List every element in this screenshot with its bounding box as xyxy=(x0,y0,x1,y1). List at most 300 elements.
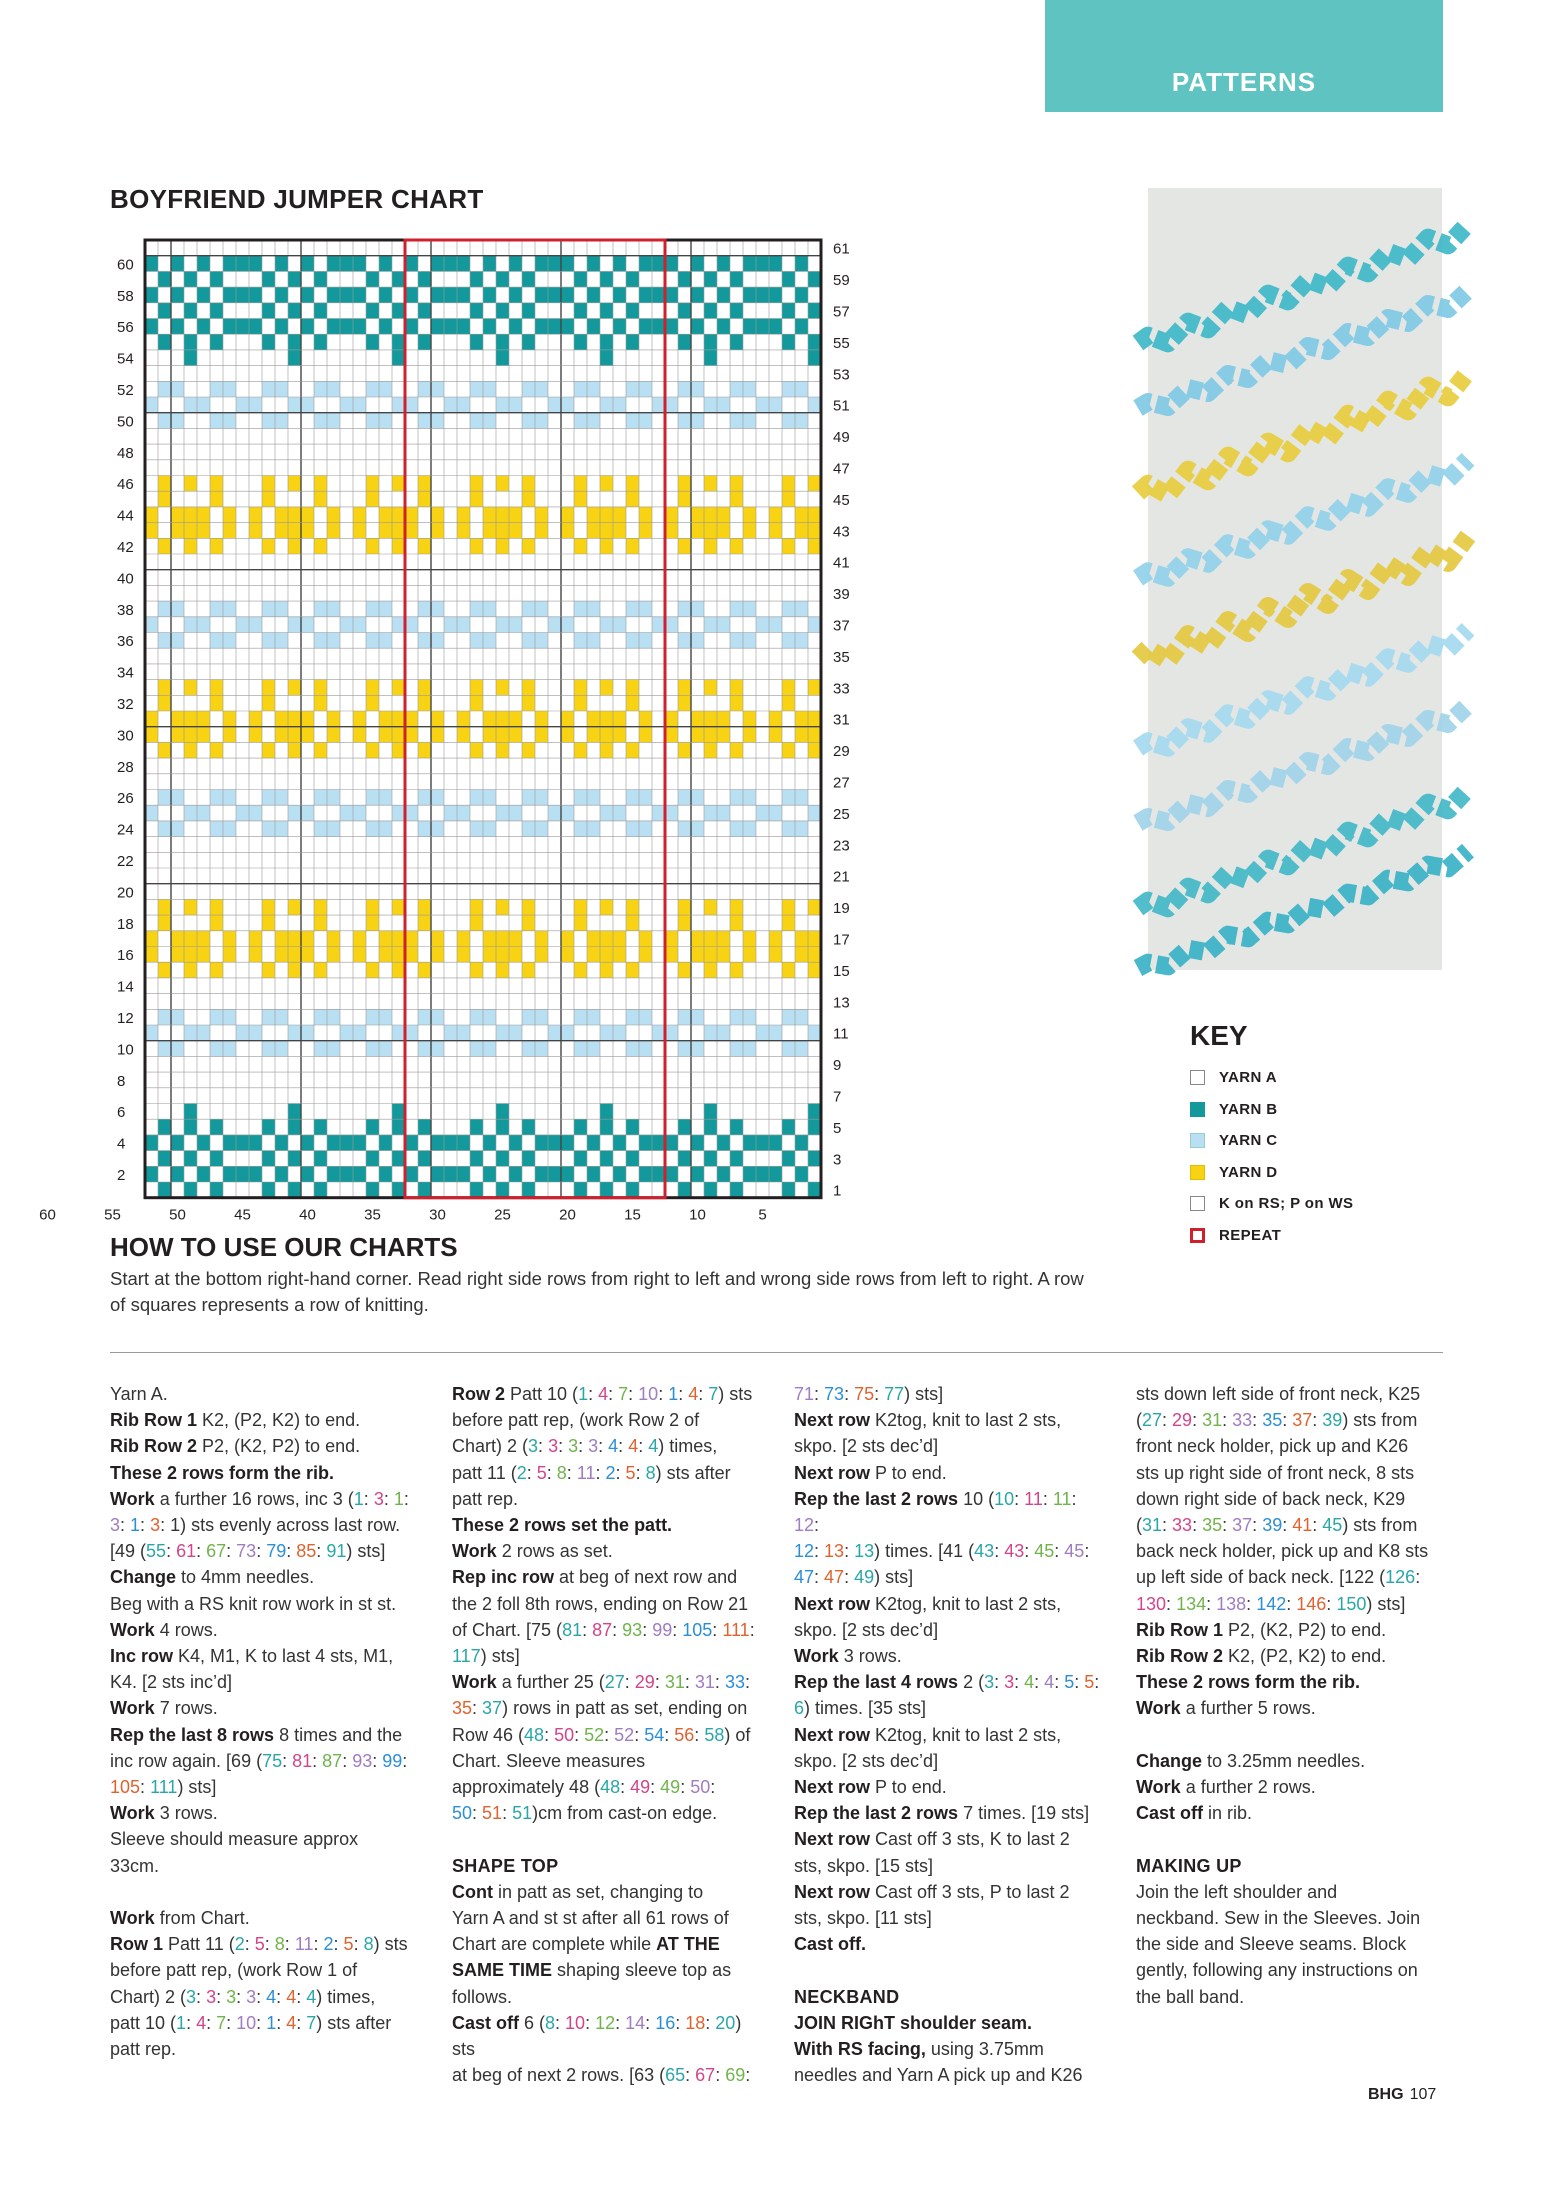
chart-cell xyxy=(470,271,483,287)
chart-cell xyxy=(379,1135,392,1151)
chart-cell xyxy=(639,633,652,649)
chart-cell xyxy=(366,821,379,837)
chart-cell xyxy=(782,413,795,429)
chart-cell xyxy=(288,334,301,350)
chart-cell xyxy=(717,1025,730,1041)
row-number-left: 52 xyxy=(117,382,134,399)
chart-cell xyxy=(249,1166,262,1182)
chart-cell xyxy=(145,947,158,963)
chart-cell xyxy=(171,256,184,272)
row-number-right: 29 xyxy=(833,743,850,761)
chart-cell xyxy=(223,1041,236,1057)
chart-cell xyxy=(457,1025,470,1041)
chart-cell xyxy=(249,319,262,335)
chart-cell xyxy=(470,1119,483,1135)
chart-cell xyxy=(366,491,379,507)
chart-cell xyxy=(405,1135,418,1151)
chart-cell xyxy=(756,397,769,413)
chart-cell xyxy=(158,899,171,915)
chart-cell xyxy=(392,742,405,758)
chart-cell xyxy=(613,711,626,727)
chart-cell xyxy=(145,319,158,335)
chart-cell xyxy=(340,1135,353,1151)
chart-cell xyxy=(470,491,483,507)
chart-cell xyxy=(184,350,197,366)
folio-brand: BHG xyxy=(1368,2086,1404,2103)
chart-cell xyxy=(483,1135,496,1151)
chart-cell xyxy=(379,256,392,272)
chart-cell xyxy=(418,821,431,837)
chart-cell xyxy=(288,680,301,696)
chart-cell xyxy=(327,601,340,617)
chart-cell xyxy=(717,947,730,963)
chart-cell xyxy=(808,334,821,350)
chart-cell xyxy=(236,1025,249,1041)
chart-cell xyxy=(379,507,392,523)
chart-cell xyxy=(600,899,613,915)
chart-cell xyxy=(171,319,184,335)
chart-cell xyxy=(704,711,717,727)
chart-cell xyxy=(431,319,444,335)
chart-cell xyxy=(548,287,561,303)
chart-cell xyxy=(184,1151,197,1167)
chart-cell xyxy=(678,899,691,915)
chart-cell xyxy=(756,1166,769,1182)
chart-cell xyxy=(483,1009,496,1025)
row-number-left: 12 xyxy=(117,1010,134,1027)
chart-cell xyxy=(743,1041,756,1057)
chart-cell xyxy=(600,538,613,554)
row-number-left: 26 xyxy=(117,790,134,808)
chart-cell xyxy=(496,476,509,492)
chart-cell xyxy=(470,790,483,806)
chart-cell xyxy=(314,491,327,507)
chart-cell xyxy=(379,523,392,539)
chart-cell xyxy=(249,617,262,633)
chart-cell xyxy=(782,334,795,350)
chart-cell xyxy=(340,617,353,633)
chart-cell xyxy=(600,947,613,963)
chart-cell xyxy=(678,303,691,319)
chart-cell xyxy=(548,397,561,413)
chart-cell xyxy=(626,413,639,429)
chart-cell xyxy=(509,507,522,523)
chart-cell xyxy=(184,397,197,413)
chart-cell xyxy=(171,601,184,617)
chart-cell xyxy=(145,711,158,727)
chart-cell xyxy=(561,523,574,539)
chart-cell xyxy=(678,381,691,397)
chart-cell xyxy=(288,507,301,523)
chart-cell xyxy=(262,334,275,350)
chart-cell xyxy=(327,633,340,649)
chart-cell xyxy=(704,727,717,743)
chart-cell xyxy=(691,1041,704,1057)
chart-cell xyxy=(743,601,756,617)
chart-cell xyxy=(223,727,236,743)
chart-cell xyxy=(613,727,626,743)
chart-cell xyxy=(613,397,626,413)
chart-cell xyxy=(509,256,522,272)
chart-cell xyxy=(626,680,639,696)
chart-cell xyxy=(353,1135,366,1151)
row-number-left: 46 xyxy=(117,476,134,494)
chart-cell xyxy=(522,303,535,319)
chart-cell xyxy=(795,931,808,947)
chart-cell xyxy=(457,1135,470,1151)
chart-cell xyxy=(587,1166,600,1182)
chart-cell xyxy=(457,256,470,272)
chart-cell xyxy=(600,476,613,492)
chart-cell xyxy=(145,617,158,633)
chart-cell xyxy=(704,271,717,287)
chart-cell xyxy=(223,790,236,806)
chart-cell xyxy=(574,381,587,397)
chart-cell xyxy=(730,1009,743,1025)
chart-cell xyxy=(691,507,704,523)
chart-cell xyxy=(717,507,730,523)
chart-cell xyxy=(353,617,366,633)
chart-cell xyxy=(379,711,392,727)
chart-cell xyxy=(301,319,314,335)
chart-cell xyxy=(171,507,184,523)
chart-cell xyxy=(704,476,717,492)
chart-cell xyxy=(171,947,184,963)
chart-cell xyxy=(704,334,717,350)
chart-cell xyxy=(158,1041,171,1057)
chart-cell xyxy=(405,1025,418,1041)
chart-cell xyxy=(158,695,171,711)
page-number: 107 xyxy=(1409,2086,1437,2103)
chart-cell xyxy=(561,711,574,727)
chart-cell xyxy=(158,1119,171,1135)
chart-cell xyxy=(639,947,652,963)
chart-cell xyxy=(808,1182,821,1198)
chart-cell xyxy=(405,727,418,743)
chart-cell xyxy=(314,1119,327,1135)
chart-cell xyxy=(314,1151,327,1167)
chart-cell xyxy=(444,1135,457,1151)
chart-cell xyxy=(496,680,509,696)
chart-cell xyxy=(730,1151,743,1167)
chart-cell xyxy=(704,523,717,539)
chart-cell xyxy=(743,256,756,272)
row-number-left: 32 xyxy=(117,696,134,713)
chart-cell xyxy=(210,695,223,711)
knit-swatch xyxy=(1190,1196,1205,1211)
chart-cell xyxy=(275,790,288,806)
chart-cell xyxy=(600,962,613,978)
chart-cell xyxy=(145,507,158,523)
chart-cell xyxy=(470,476,483,492)
repeat-swatch xyxy=(1190,1228,1205,1243)
chart-cell xyxy=(379,1009,392,1025)
chart-cell xyxy=(288,931,301,947)
chart-cell xyxy=(431,1135,444,1151)
chart-cell xyxy=(353,947,366,963)
chart-cell xyxy=(808,397,821,413)
chart-cell xyxy=(483,1166,496,1182)
chart-cell xyxy=(262,1119,275,1135)
row-number-left: 16 xyxy=(117,947,134,965)
chart-title: BOYFRIEND JUMPER CHART xyxy=(110,184,484,214)
chart-cell xyxy=(704,617,717,633)
chart-cell xyxy=(639,711,652,727)
chart-cell xyxy=(496,397,509,413)
row-number-left: 42 xyxy=(117,539,134,556)
chart-cell xyxy=(522,695,535,711)
chart-cell xyxy=(470,601,483,617)
chart-cell xyxy=(288,476,301,492)
chart-cell xyxy=(158,915,171,931)
chart-cell xyxy=(704,538,717,554)
chart-cell xyxy=(795,381,808,397)
chart-cell xyxy=(197,617,210,633)
chart-cell xyxy=(535,256,548,272)
chart-cell xyxy=(236,805,249,821)
chart-cell xyxy=(301,711,314,727)
chart-cell xyxy=(262,821,275,837)
chart-cell xyxy=(288,397,301,413)
chart-cell xyxy=(561,727,574,743)
chart-cell xyxy=(158,413,171,429)
chart-cell xyxy=(678,491,691,507)
page-folio xyxy=(1368,2086,1436,2104)
chart-cell xyxy=(600,1151,613,1167)
chart-cell xyxy=(249,397,262,413)
chart-cell xyxy=(808,476,821,492)
chart-cell xyxy=(418,476,431,492)
column-number: 50 xyxy=(169,1206,186,1224)
chart-cell xyxy=(197,507,210,523)
chart-cell xyxy=(171,931,184,947)
chart-cell xyxy=(457,931,470,947)
chart-cell xyxy=(470,1182,483,1198)
chart-cell xyxy=(197,1166,210,1182)
chart-cell xyxy=(158,1151,171,1167)
chart-cell xyxy=(522,790,535,806)
chart-cell xyxy=(496,271,509,287)
chart-cell xyxy=(574,790,587,806)
chart-cell xyxy=(483,711,496,727)
chart-cell xyxy=(535,1135,548,1151)
chart-cell xyxy=(236,1166,249,1182)
chart-cell xyxy=(652,287,665,303)
chart-cell xyxy=(769,805,782,821)
row-number-right: 25 xyxy=(833,805,850,823)
chart-cell xyxy=(262,491,275,507)
chart-cell xyxy=(678,538,691,554)
chart-cell xyxy=(496,1104,509,1120)
row-number-right: 47 xyxy=(833,460,850,478)
chart-cell xyxy=(678,790,691,806)
chart-cell xyxy=(652,1025,665,1041)
chart-cell xyxy=(626,1182,639,1198)
chart-cell xyxy=(158,334,171,350)
chart-cell xyxy=(249,256,262,272)
chart-cell xyxy=(743,319,756,335)
chart-cell xyxy=(600,727,613,743)
chart-cell xyxy=(184,1182,197,1198)
chart-cell xyxy=(353,711,366,727)
chart-cell xyxy=(288,617,301,633)
chart-cell xyxy=(392,1151,405,1167)
chart-cell xyxy=(223,1135,236,1151)
chart-cell xyxy=(262,303,275,319)
row-number-right: 57 xyxy=(833,303,850,321)
chart-cell xyxy=(691,523,704,539)
chart-cell xyxy=(392,931,405,947)
chart-cell xyxy=(782,1182,795,1198)
chart-cell xyxy=(756,805,769,821)
chart-cell xyxy=(743,633,756,649)
row-number-right: 5 xyxy=(833,1119,842,1137)
chart-cell xyxy=(418,1041,431,1057)
chart-cell xyxy=(769,1135,782,1151)
chart-cell xyxy=(626,491,639,507)
chart-cell xyxy=(301,397,314,413)
chart-cell xyxy=(392,711,405,727)
chart-cell xyxy=(691,790,704,806)
chart-cell xyxy=(639,413,652,429)
key-item-repeat: REPEAT xyxy=(1190,1220,1353,1252)
chart-cell xyxy=(249,711,262,727)
chart-cell xyxy=(366,899,379,915)
chart-cell xyxy=(613,507,626,523)
chart-cell xyxy=(808,271,821,287)
section-divider xyxy=(110,1352,1443,1353)
chart-cell xyxy=(535,523,548,539)
chart-cell xyxy=(522,1151,535,1167)
chart-cell xyxy=(691,413,704,429)
chart-cell xyxy=(600,334,613,350)
chart-cell xyxy=(392,271,405,287)
chart-cell xyxy=(509,319,522,335)
key-item-yarn-b: YARN B xyxy=(1190,1094,1353,1126)
chart-cell xyxy=(184,962,197,978)
row-number-left: 40 xyxy=(117,570,134,588)
chart-cell xyxy=(431,633,444,649)
chart-cell xyxy=(795,1009,808,1025)
chart-cell xyxy=(197,1025,210,1041)
chart-cell xyxy=(756,287,769,303)
chart-cell xyxy=(262,601,275,617)
chart-cell xyxy=(626,538,639,554)
chart-cell xyxy=(782,601,795,617)
chart-cell xyxy=(392,523,405,539)
chart-cell xyxy=(275,931,288,947)
chart-cell xyxy=(327,1135,340,1151)
chart-cell xyxy=(184,1104,197,1120)
chart-cell xyxy=(431,381,444,397)
chart-cell xyxy=(639,931,652,947)
chart-cell xyxy=(769,727,782,743)
chart-cell xyxy=(184,727,197,743)
chart-cell xyxy=(574,1041,587,1057)
chart-cell xyxy=(327,1009,340,1025)
chart-cell xyxy=(730,413,743,429)
chart-cell xyxy=(678,680,691,696)
chart-cell xyxy=(691,601,704,617)
chart-cell xyxy=(691,319,704,335)
chart-cell xyxy=(197,287,210,303)
chart-cell xyxy=(158,601,171,617)
chart-cell xyxy=(223,1009,236,1025)
instructions-column-3: 71: 73: 75: 77) sts] Next row K2tog, knit to last 2 sts, skpo. [2 sts dec’d] Next row P to end. Rep the last 2 rows 10 (10: 11: 11: 12: 12: 13: 13) times. [41 (43: 43: 45: 45: 47: 47: 49) sts] Next row K2tog, knit to last 2 sts, skpo. [2 sts dec’d] Work 3 rows. Rep the last 4 rows 2 (3: 3: 4: 4: 5: 5: 6) times. [35 sts] Next row K2tog, knit to last 2 sts, skpo. [2 sts dec’d] Next row P to end. Rep the last 2 rows 7 times. [19 sts] Next row Cast off 3 sts, K to last 2 sts, skpo. [15 sts] Next row Cast off 3 sts, P to last 2 sts, skpo. [11 sts] Cast off. NECKBAND JOIN RIGhT shoulder seam. With RS facing, using 3.75mm needles and Yarn A pick up and K26 xyxy=(794,1384,1100,2086)
row-number-right: 21 xyxy=(833,868,850,886)
chart-cell xyxy=(587,790,600,806)
chart-cell xyxy=(730,633,743,649)
chart-cell xyxy=(730,899,743,915)
chart-cell xyxy=(535,711,548,727)
chart-cell xyxy=(418,742,431,758)
chart-cell xyxy=(145,1025,158,1041)
section-tab-label: PATTERNS xyxy=(1171,67,1317,97)
chart-cell xyxy=(275,256,288,272)
row-number-right: 13 xyxy=(833,994,850,1012)
chart-cell xyxy=(210,633,223,649)
chart-cell xyxy=(496,931,509,947)
chart-cell xyxy=(210,538,223,554)
chart-cell xyxy=(535,1166,548,1182)
chart-cell xyxy=(275,821,288,837)
chart-cell xyxy=(652,1135,665,1151)
chart-cell xyxy=(665,319,678,335)
chart-cell xyxy=(717,319,730,335)
chart-cell xyxy=(730,491,743,507)
chart-cell xyxy=(496,617,509,633)
chart-cell xyxy=(665,287,678,303)
chart-cell xyxy=(392,303,405,319)
chart-cell xyxy=(548,1135,561,1151)
chart-cell xyxy=(301,947,314,963)
chart-cell xyxy=(522,334,535,350)
chart-cell xyxy=(769,931,782,947)
chart-cell xyxy=(171,821,184,837)
chart-cell xyxy=(314,381,327,397)
chart-cell xyxy=(353,931,366,947)
chart-cell xyxy=(392,397,405,413)
chart-cell xyxy=(379,381,392,397)
chart-cell xyxy=(678,915,691,931)
chart-cell xyxy=(275,381,288,397)
chart-cell xyxy=(522,1182,535,1198)
chart-cell xyxy=(470,413,483,429)
chart-cell xyxy=(405,523,418,539)
chart-cell xyxy=(327,523,340,539)
chart-cell xyxy=(301,1025,314,1041)
chart-cell xyxy=(327,1041,340,1057)
chart-cell xyxy=(795,633,808,649)
chart-cell xyxy=(782,1151,795,1167)
chart-cell xyxy=(600,931,613,947)
chart-cell xyxy=(626,334,639,350)
chart-cell xyxy=(288,1104,301,1120)
chart-cell xyxy=(782,1009,795,1025)
column-number: 30 xyxy=(429,1206,446,1224)
chart-cell xyxy=(743,287,756,303)
chart-cell xyxy=(691,381,704,397)
chart-cell xyxy=(613,319,626,335)
chart-cell xyxy=(691,633,704,649)
chart-cell xyxy=(145,1135,158,1151)
chart-cell xyxy=(769,617,782,633)
chart-cell xyxy=(405,947,418,963)
chart-cell xyxy=(353,507,366,523)
chart-cell xyxy=(301,617,314,633)
chart-cell xyxy=(483,413,496,429)
chart-cell xyxy=(769,256,782,272)
